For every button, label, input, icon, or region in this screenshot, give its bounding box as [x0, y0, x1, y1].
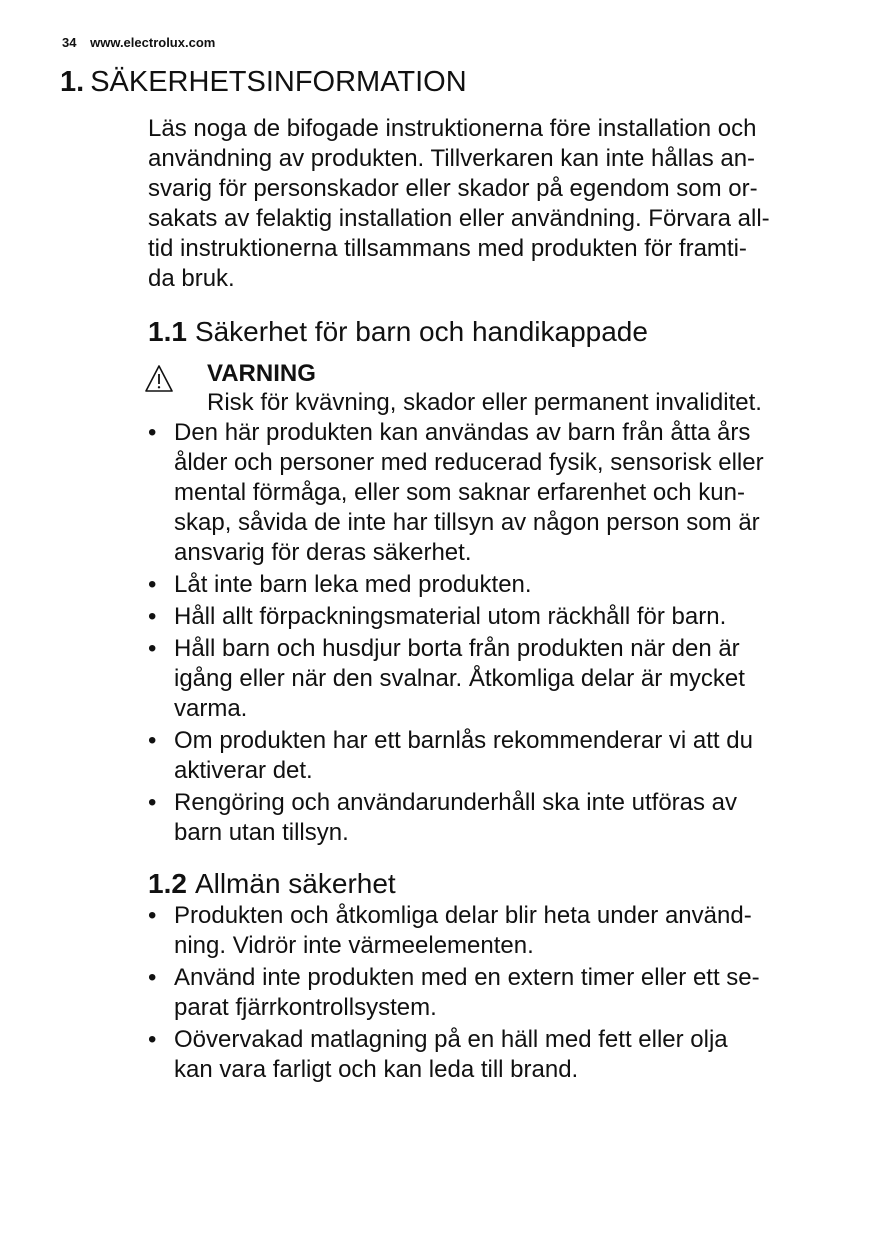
- intro-line: da bruk.: [148, 265, 235, 292]
- list-item: [148, 788, 828, 848]
- list-item-line: aktiverar det.: [174, 757, 313, 784]
- list-item-line: Produkten och åtkomliga delar blir heta under använd-: [174, 902, 752, 929]
- website-link[interactable]: www.electrolux.com: [90, 35, 216, 50]
- section-title: [60, 64, 467, 100]
- intro-paragraph: [148, 114, 828, 294]
- warning-text: Risk för kvävning, skador eller permanent invaliditet.: [207, 389, 762, 416]
- list-item-line: Håll allt förpackningsmaterial utom räckhåll för barn.: [174, 603, 727, 630]
- subsection-title: Säkerhet för barn och handikappade: [194, 316, 648, 347]
- list-item-line: mental förmåga, eller som saknar erfarenhet och kun-: [174, 479, 745, 506]
- warning-title: VARNING: [207, 360, 316, 387]
- list-item: [148, 1025, 828, 1085]
- list-item: [148, 963, 828, 1023]
- bullet-icon: •: [148, 727, 157, 754]
- section-title-text: SÄKERHETSINFORMATION: [90, 66, 467, 98]
- page-content: [148, 114, 828, 1087]
- list-item-line: Håll barn och husdjur borta från produkten när den är: [174, 635, 740, 662]
- list-item-line: skap, såvida de inte har tillsyn av någon person som är: [174, 509, 760, 536]
- list-item-line: ansvarig för deras säkerhet.: [174, 539, 472, 566]
- intro-line: tid instruktionerna tillsammans med produkten för framti-: [148, 235, 747, 262]
- list-item-line: Om produkten har ett barnlås rekommenderar vi att du: [174, 727, 753, 754]
- list-item-line: barn utan tillsyn.: [174, 819, 349, 846]
- intro-line: Läs noga de bifogade instruktionerna före installation och: [148, 115, 757, 142]
- intro-line: svarig för personskador eller skador på egendom som or-: [148, 175, 758, 202]
- list-item-line: Använd inte produkten med en extern timer eller ett se-: [174, 964, 760, 991]
- page-header: [62, 35, 215, 50]
- warning-triangle-icon: [144, 364, 174, 394]
- subsection-heading-child-safety: [148, 315, 828, 349]
- page-number: 34: [62, 35, 77, 50]
- list-item: [148, 726, 828, 786]
- list-item: [148, 901, 828, 961]
- list-item-line: Låt inte barn leka med produkten.: [174, 571, 532, 598]
- list-item-line: kan vara farligt och kan leda till brand.: [174, 1056, 579, 1083]
- list-item-line: varma.: [174, 695, 248, 722]
- subsection-number: 1.1: [148, 316, 187, 347]
- list-item-line: igång eller när den svalnar. Åtkomliga delar är mycket: [174, 665, 745, 692]
- bullet-icon: •: [148, 789, 157, 816]
- intro-line: användning av produkten. Tillverkaren kan inte hållas an-: [148, 145, 756, 172]
- bullet-icon: •: [148, 571, 157, 598]
- list-item-line: parat fjärrkontrollsystem.: [174, 994, 437, 1021]
- list-item-line: Rengöring och användarunderhåll ska inte utföras av: [174, 789, 738, 816]
- list-item-line: Oövervakad matlagning på en häll med fett eller olja: [174, 1026, 728, 1053]
- section-number: 1.: [60, 66, 85, 98]
- subsection-title: Allmän säkerhet: [194, 868, 396, 899]
- list-item: [148, 602, 828, 632]
- bullet-icon: •: [148, 902, 157, 929]
- intro-line: sakats av felaktig installation eller användning. Förvara all-: [148, 205, 770, 232]
- subsection-number: 1.2: [148, 868, 187, 899]
- bullet-icon: •: [148, 419, 157, 446]
- list-item-line: ålder och personer med reducerad fysik, sensorisk eller: [174, 449, 764, 476]
- child-safety-list: [148, 418, 828, 848]
- bullet-icon: •: [148, 964, 157, 991]
- list-item-line: Den här produkten kan användas av barn från åtta års: [174, 419, 751, 446]
- warning-box: [148, 360, 828, 418]
- list-item: [148, 570, 828, 600]
- subsection-heading-general-safety: [148, 867, 828, 901]
- general-safety-list: [148, 901, 828, 1085]
- bullet-icon: •: [148, 603, 157, 630]
- list-item-line: ning. Vidrör inte värmeelementen.: [174, 932, 534, 959]
- list-item: [148, 634, 828, 724]
- bullet-icon: •: [148, 635, 157, 662]
- list-item: [148, 418, 828, 568]
- bullet-icon: •: [148, 1026, 157, 1053]
